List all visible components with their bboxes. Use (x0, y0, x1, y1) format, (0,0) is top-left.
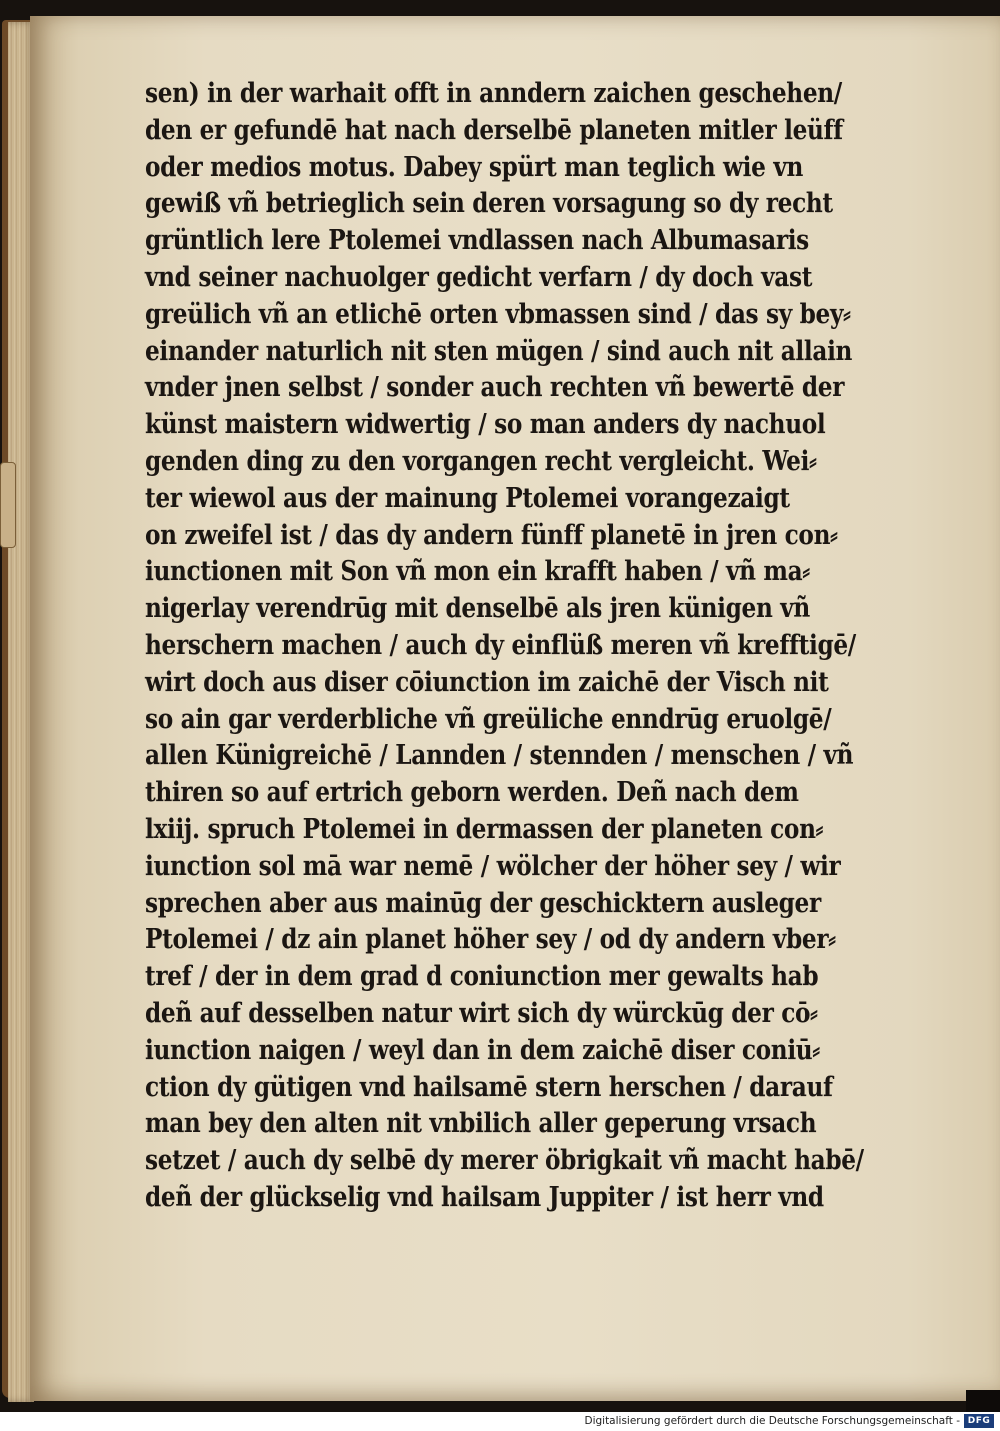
text-line: sen) in der warhait offt in anndern zaichen geschehen/ (145, 78, 842, 109)
text-line: genden ding zu den vorgangen recht vergleicht. Wei⸗ (145, 445, 817, 477)
text-line: nigerlay verendrūg mit denselbē als jren künigen vñ (145, 593, 810, 625)
text-line: grüntlich lere Ptolemei vndlassen nach Albumasaris (145, 225, 809, 257)
text-line: herschern machen / auch dy einflüß meren vñ krefftigē/ (145, 629, 856, 661)
text-line: ter wiewol aus der mainung Ptolemei vorangezaigt (145, 482, 790, 514)
text-line: deñ auf desselben natur wirt sich dy würckūg der cō⸗ (145, 997, 818, 1029)
dfg-logo: DFG (964, 1414, 994, 1428)
text-line: greülich vñ an etlichē orten vbmassen sind / das sy bey⸗ (145, 298, 851, 330)
text-line: vnder jnen selbst / sonder auch rechten vñ bewertē der (145, 372, 845, 404)
text-line: allen Künigreichē / Lannden / stennden / menschen / vñ (145, 740, 854, 772)
text-line: on zweifel ist / das dy andern fünff planetē in jren con⸗ (145, 519, 838, 551)
text-line: iunction sol mā war nemē / wölcher der höher sey / wir (145, 850, 841, 882)
text-line: lxiij. spruch Ptolemei in dermassen der planeten con⸗ (145, 813, 824, 845)
text-line: deñ der glückselig vnd hailsam Juppiter / ist herr vnd (145, 1181, 824, 1213)
text-line: künst maistern widwertig / so man anders dy nachuol (145, 409, 826, 441)
text-line: so ain gar verderbliche vñ greüliche enndrūg eruolgē/ (145, 703, 832, 735)
text-line: iunctionen mit Son vñ mon ein krafft haben / vñ ma⸗ (145, 556, 810, 588)
text-line: den er gefundē hat nach derselbē planeten mitler leüff (145, 114, 843, 146)
funding-notice: Digitalisierung gefördert durch die Deutsche Forschungsgemeinschaft - (584, 1415, 960, 1427)
text-line: einander naturlich nit sten mügen / sind auch nit allain (145, 335, 853, 367)
corner-shadow (966, 1390, 1000, 1412)
text-line: oder medios motus. Dabey spürt man teglich wie vn (145, 151, 804, 183)
text-line: setzet / auch dy selbē dy merer öbrigkait vñ macht habē/ (145, 1145, 864, 1177)
text-line: vnd seiner nachuolger gedicht verfarn / dy doch vast (145, 261, 813, 293)
page-text-block (145, 76, 935, 1217)
text-line: tref / der in dem grad d coniunction mer gewalts hab (145, 961, 819, 993)
text-line: sprechen aber aus mainūg der geschicktern ausleger (145, 887, 821, 919)
text-line: ction dy gütigen vnd hailsamē stern herschen / darauf (145, 1071, 833, 1103)
text-line: Ptolemei / dz ain planet höher sey / od dy andern vber⸗ (145, 924, 836, 956)
text-line: gewiß vñ betrieglich sein deren vorsagung so dy recht (145, 188, 833, 220)
text-line: wirt doch aus diser cōiunction im zaichē der Visch nit (145, 666, 829, 698)
text-line: iunction naigen / weyl dan in dem zaichē diser coniū⸗ (145, 1034, 820, 1066)
binding-tab (0, 462, 16, 548)
text-line: thiren so auf ertrich geborn werden. Deñ nach dem (145, 777, 799, 809)
text-line: man bey den alten nit vnbilich aller geperung vrsach (145, 1108, 817, 1140)
